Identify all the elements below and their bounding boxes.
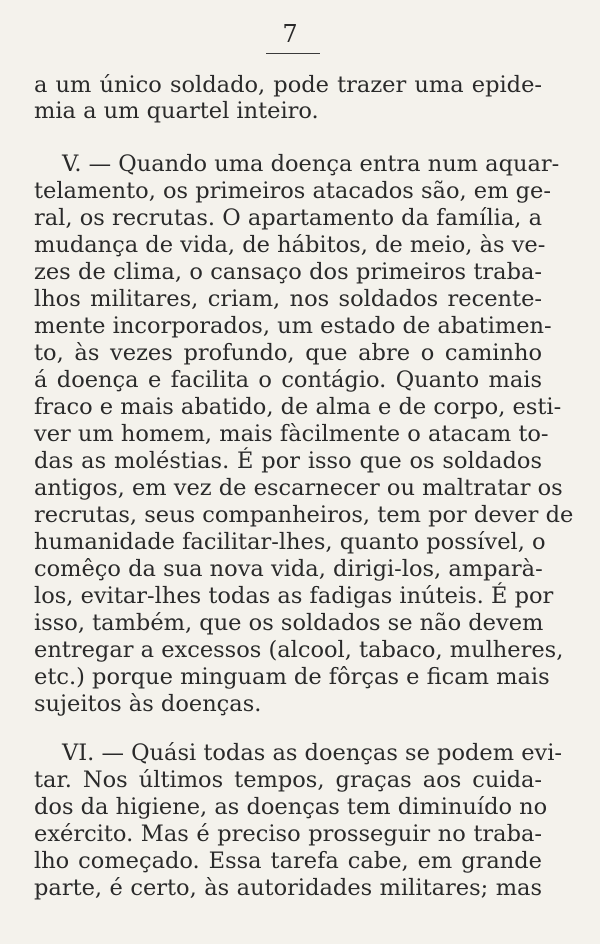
text-line: mia a um quartel inteiro. — [34, 98, 319, 124]
text-line: antigos, em vez de escarnecer ou maltratar os — [34, 475, 563, 501]
text-line: isso, também, que os soldados se não devem — [34, 610, 544, 636]
text-line: sujeitos às doenças. — [34, 691, 262, 717]
text-line: entregar a excessos (alcool, tabaco, mulheres, — [34, 637, 564, 663]
page-number: 7 — [282, 20, 298, 48]
text-line: zes de clima, o cansaço dos primeiros traba- — [34, 259, 542, 285]
text-line: recrutas, seus companheiros, tem por dever de — [34, 502, 574, 528]
text-line: exército. Mas é preciso prosseguir no traba- — [34, 821, 542, 847]
text-line: a um único soldado, pode trazer uma epide- — [34, 72, 542, 98]
text-line: los, evitar-lhes todas as fadigas inúteis. É por — [34, 583, 554, 609]
text-line: ver um homem, mais fàcilmente o atacam to- — [34, 421, 549, 447]
text-line: to, às vezes profundo, que abre o caminho — [34, 340, 542, 366]
text-line: V. — Quando uma doença entra num aquar- — [62, 151, 560, 177]
text-line: VI. — Quási todas as doenças se podem evi- — [62, 740, 563, 766]
page-number-rule — [266, 53, 320, 54]
text-line: mente incorporados, um estado de abatimen- — [34, 313, 552, 339]
text-line: fraco e mais abatido, de alma e de corpo, esti- — [34, 394, 562, 420]
text-line: parte, é certo, às autoridades militares; mas — [34, 875, 542, 901]
text-line: humanidade facilitar-lhes, quanto possível, o — [34, 529, 546, 555]
text-line: tar. Nos últimos tempos, graças aos cuida- — [34, 767, 542, 793]
text-line: ral, os recrutas. O apartamento da família, a — [34, 205, 542, 231]
text-line: lhos militares, criam, nos soldados recente- — [34, 286, 542, 312]
text-line: telamento, os primeiros atacados são, em ge- — [34, 178, 551, 204]
text-line: comêço da sua nova vida, dirigi-los, amparà- — [34, 556, 543, 582]
text-line: etc.) porque minguam de fôrças e ficam mais — [34, 664, 550, 690]
text-line: das as moléstias. É por isso que os soldados — [34, 448, 542, 474]
text-line: mudança de vida, de hábitos, de meio, às ve- — [34, 232, 546, 258]
text-line: dos da higiene, as doenças tem diminuído no — [34, 794, 548, 820]
text-line: á doença e facilita o contágio. Quanto mais — [34, 367, 542, 393]
text-line: lho começado. Essa tarefa cabe, em grande — [34, 848, 542, 874]
